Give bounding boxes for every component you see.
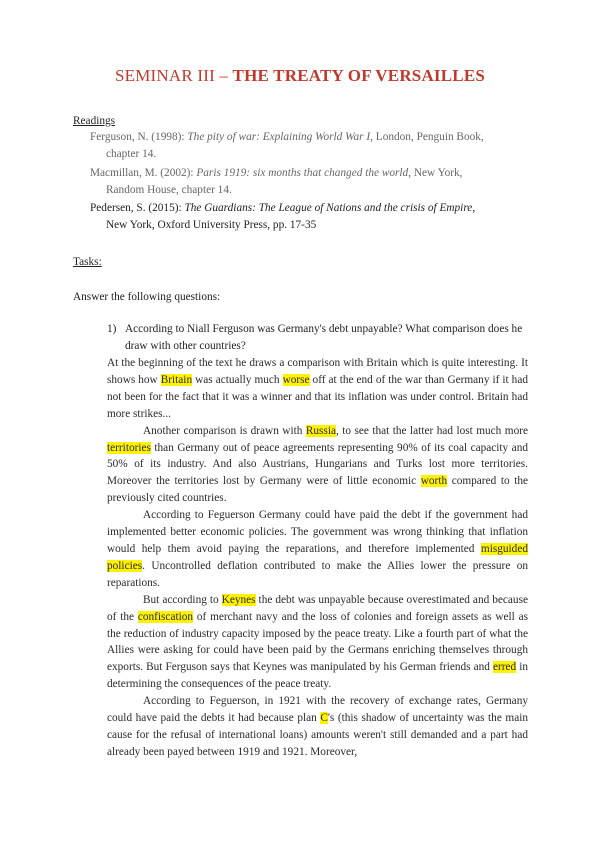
tasks-instruction: Answer the following questions: xyxy=(73,291,221,303)
question-1 xyxy=(107,321,528,355)
highlight: erred xyxy=(492,661,517,674)
title-main: THE TREATY OF VERSAILLES xyxy=(232,66,486,85)
reading-item: Pedersen, S. (2015): The Guardians: The League of Nations and the crisis of Empire, New York, Oxford University Press, pp. 17-35 xyxy=(90,202,476,231)
answer-paragraph-3: According to Feguerson Germany could have paid the debt if the government had implemented better economic policies. The government was wrong thinking that inflation would help them avoid paying the reparations, and therefore implemented misguided policies. Uncontrolled deflation contributed to make the Allies lower the pressure on reparations. xyxy=(107,509,528,589)
highlight: C xyxy=(320,712,328,725)
highlight: Britain xyxy=(160,373,193,386)
tasks-heading: Tasks: xyxy=(73,256,102,268)
question-text: According to Niall Ferguson was Germany's debt unpayable? What comparison does he draw with other countries? xyxy=(125,323,523,352)
reading-item: Ferguson, N. (1998): The pity of war: Explaining World War I, London, Penguin Book, chapter 14. xyxy=(90,131,484,160)
highlight: misguided policies xyxy=(107,542,528,572)
highlight: territories xyxy=(107,441,151,454)
highlight: Russia xyxy=(305,424,336,437)
answer-body xyxy=(107,355,528,761)
reading-item: Macmillan, M. (2002): Paris 1919: six months that changed the world, New York, Random House, chapter 14. xyxy=(90,167,463,196)
answer-paragraph-1: At the beginning of the text he draws a comparison with Britain which is quite interesting. It shows how Britain was actually much worse off at the end of the war than Germany if it had not been for the fact that it was a winner and that its inflation was under control. Britain had more strikes... xyxy=(107,357,528,420)
highlight: worth xyxy=(420,475,448,488)
highlight: worse xyxy=(282,373,310,386)
answer-paragraph-5: According to Feguerson, in 1921 with the recovery of exchange rates, Germany could have paid the debts it had because plan C's (this shadow of uncertainty was the main cause for the refusal of international loans) amounts weren't still demanded and a part had already been payed between 1919 and 1921. Moreover, xyxy=(107,695,528,758)
question-number: 1) xyxy=(107,323,117,335)
answer-paragraph-4: But according to Keynes the debt was unpayable because overestimated and because of the confiscation of merchant navy and the loss of colonies and foreign assets as well as the reduction of industry capacity imposed by the peace treaty. Like a fourth part of what the Allies were asking for could have been paid by the Germans enriching themselves through exports. But Ferguson says that Keynes was manipulated by his German friends and erred in determining the consequences of the peace treaty. xyxy=(107,593,528,691)
highlight: confiscation xyxy=(137,610,194,623)
answer-paragraph-2: Another comparison is drawn with Russia, to see that the latter had lost much more territories than Germany out of peace agreements representing 90% of its coal capacity and 50% of its industry. And also Austrians, Hungarians and Turks lost more territories. Moreover the territories lost by Germany were of little economic worth compared to the previously cited countries. xyxy=(107,424,528,505)
title-prefix: SEMINAR III – xyxy=(114,66,233,85)
page-title xyxy=(0,66,600,86)
readings-heading: Readings xyxy=(73,115,116,127)
highlight: Keynes xyxy=(221,593,256,606)
